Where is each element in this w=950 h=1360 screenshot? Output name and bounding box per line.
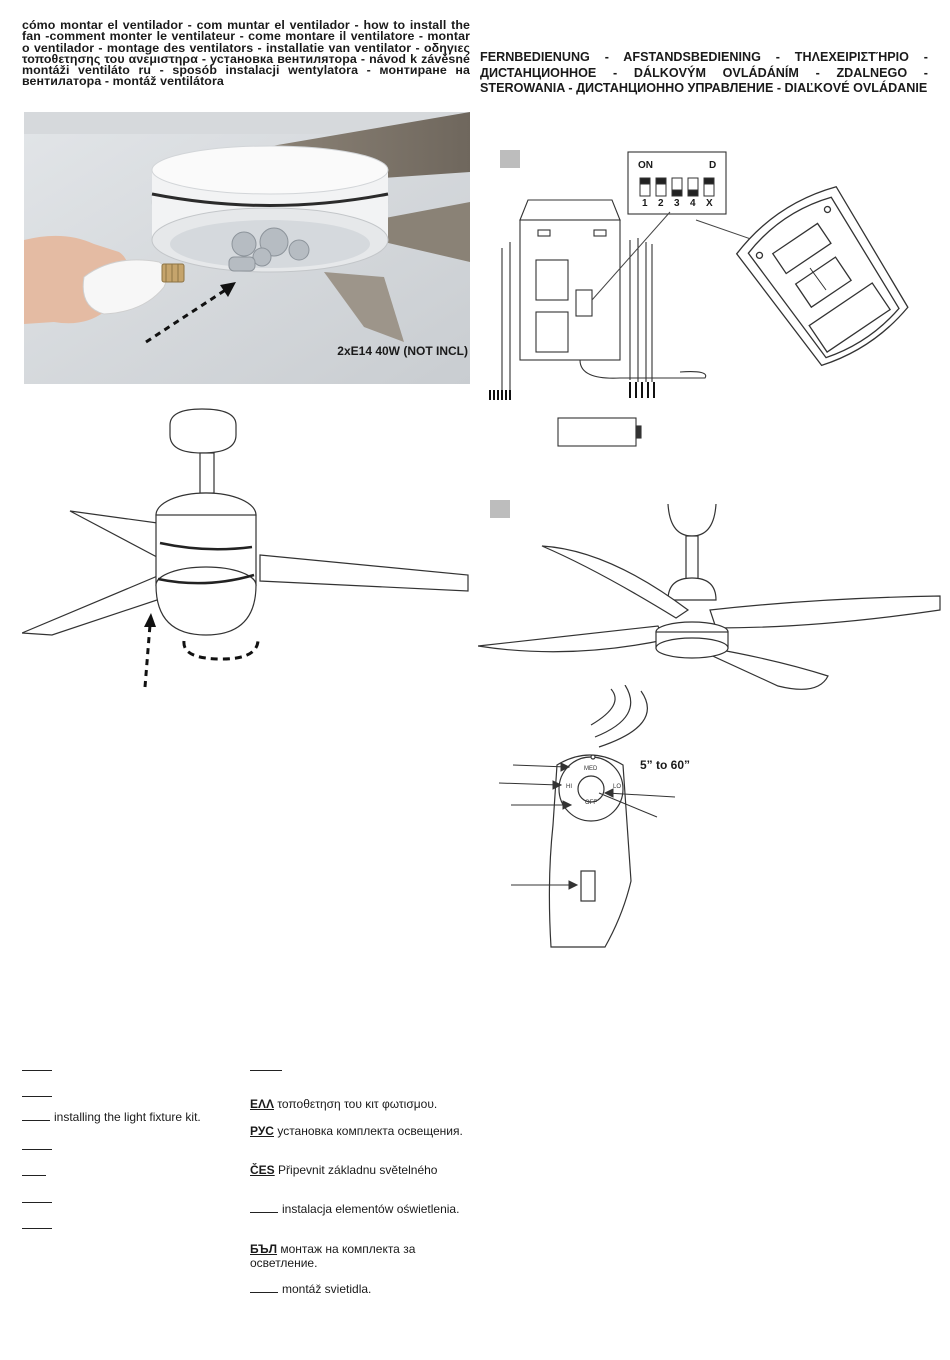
- entry-greek-code: ΕΛΛ: [250, 1097, 275, 1111]
- entry-russian-text: установка комплекта освещения.: [277, 1124, 463, 1138]
- lang-blank-pl: [250, 1202, 278, 1213]
- english-entry-text: installing the light fixture kit.: [54, 1110, 201, 1124]
- lang-line-5: [22, 1202, 52, 1203]
- lang-line-2: [22, 1096, 52, 1097]
- remote-hi-button[interactable]: HI: [566, 784, 572, 790]
- fan-light-kit-figure: [22, 405, 470, 695]
- dip-number-x: X: [706, 198, 713, 209]
- remote-lo-button[interactable]: LO: [613, 784, 622, 790]
- entry-czech: [250, 1163, 480, 1177]
- remote-med-button[interactable]: MED: [584, 766, 598, 772]
- right-section-title: FERNBEDIENUNG - AFSTANDSBEDIENING - ΤΗΛΕΧΕΙΡΙΣΤΉΡΙΟ - ДИСТАНЦИОННОЕ - DÁLKOVÝM OVLÁDÁNÍM - ZDALNEGO - STEROWANIA - ДИСТАНЦИОННО УПРАВЛЕНИЕ - DIAĽKOVÉ OVLÁDANIE: [480, 50, 928, 95]
- left-section-title: cómo montar el ventilador - com muntar el ventilador - how to install the fan -comment monter le ventilateur - come montare il ventilatore - montar o ventilador - montage des ventilators - installatie van ventilator - οδηγιες τοποθετησης του ανεμιστηρα - установка вентилятора - návod k závěsné montáži ventiláto ru - sposób instalacji wentylatora - монтиране на вентилатора - montáž ventilátora: [22, 18, 470, 89]
- entry-russian: [250, 1124, 480, 1138]
- lang-line-1: [22, 1070, 52, 1071]
- dip-number-1: 1: [642, 198, 648, 209]
- dip-number-2: 2: [658, 198, 664, 209]
- remote-range-label: 5” to 60”: [640, 758, 691, 772]
- entry-bulgarian-text: монтаж на комплекта за осветление.: [250, 1242, 416, 1270]
- entry-polish: [250, 1202, 480, 1216]
- lang-line-6: [22, 1228, 52, 1229]
- entry-slovak: [250, 1282, 480, 1296]
- entry-bulgarian-code: БЪЛ: [250, 1242, 278, 1256]
- entry-slovak-text: montáž svietidla.: [282, 1282, 372, 1296]
- english-entry: [22, 1110, 201, 1124]
- entry-bulgarian: [250, 1242, 480, 1270]
- entry-greek-text: τοποθετηση του κιτ φωτισμου.: [277, 1097, 438, 1111]
- lang-line-4: [22, 1175, 46, 1176]
- entry-polish-text: instalacja elementów oświetlenia.: [282, 1202, 460, 1216]
- entry-russian-code: РУС: [250, 1124, 274, 1138]
- ceiling-fan-figure: [478, 500, 948, 700]
- fan-bulb-photo: [24, 112, 470, 384]
- dip-number-4: 4: [690, 198, 696, 209]
- lang-line-7: [250, 1070, 282, 1071]
- entry-greek: [250, 1097, 480, 1111]
- bulb-spec-label: 2xE14 40W (NOT INCL): [337, 344, 468, 358]
- remote-off-button[interactable]: OFF: [585, 800, 597, 806]
- lang-blank-sk: [250, 1282, 278, 1293]
- dip-d-label: D: [709, 160, 717, 171]
- dip-number-3: 3: [674, 198, 680, 209]
- entry-czech-text: Připevnit základnu světelného: [278, 1163, 438, 1177]
- lang-blank-en: [22, 1110, 50, 1121]
- lang-line-3: [22, 1149, 52, 1150]
- receiver-remote-figure: [480, 150, 940, 460]
- entry-czech-code: ČES: [250, 1163, 275, 1177]
- dip-on-label: ON: [638, 160, 653, 171]
- remote-control-figure: [495, 685, 695, 955]
